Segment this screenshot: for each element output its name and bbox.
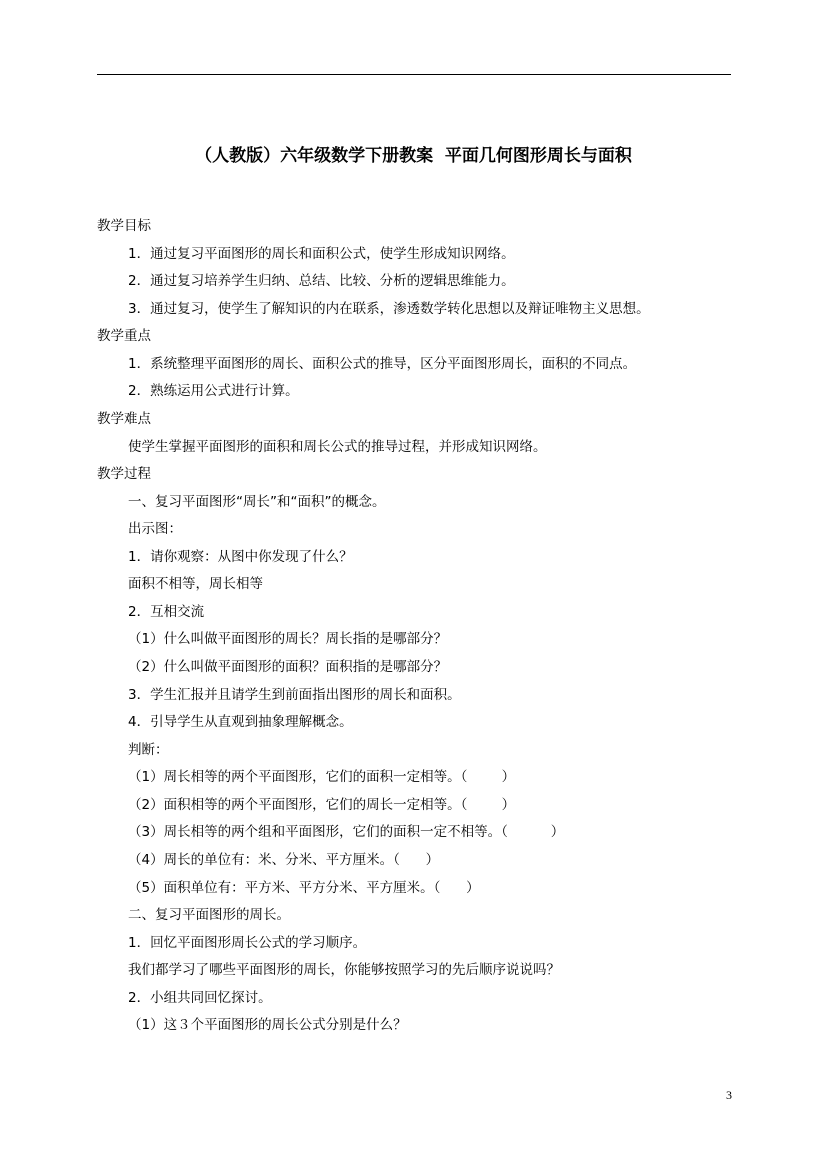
body-line: （1）什么叫做平面图形的周长？周长指的是哪部分？: [128, 631, 448, 647]
page-number: 3: [726, 1088, 732, 1102]
body-line: 面积不相等，周长相等: [128, 576, 263, 592]
body-line: （5）面积单位有：平方米、平方分米、平方厘米。（ ）: [128, 880, 480, 896]
body-line: 出示图：: [128, 521, 182, 537]
body-line: 判断：: [128, 742, 169, 758]
section-heading-key-points: 教学重点: [97, 328, 151, 344]
body-line: （1）周长相等的两个平面图形，它们的面积一定相等。（ ）: [128, 769, 516, 785]
body-line: 1．通过复习平面图形的周长和面积公式，使学生形成知识网络。: [128, 246, 515, 262]
body-line: 4．引导学生从直观到抽象理解概念。: [128, 714, 353, 730]
body-line: 3．通过复习，使学生了解知识的内在联系，渗透数学转化思想以及辩证唯物主义思想。: [128, 301, 650, 317]
body-line: 2．小组共同回忆探讨。: [128, 990, 272, 1006]
body-line: 使学生掌握平面图形的面积和周长公式的推导过程，并形成知识网络。: [128, 439, 547, 455]
section-heading-objectives: 教学目标: [97, 218, 151, 234]
body-line: 1．请你观察：从图中你发现了什么？: [128, 549, 353, 565]
body-line: 一、复习平面图形“周长”和“面积”的概念。: [128, 494, 386, 510]
body-line: 1．系统整理平面图形的周长、面积公式的推导，区分平面图形周长，面积的不同点。: [128, 356, 637, 372]
body-line: 二、复习平面图形的周长。: [128, 907, 290, 923]
body-line: （1）这３个平面图形的周长公式分别是什么？: [128, 1017, 407, 1033]
document-title: （人教版）六年级数学下册教案 平面几何图形周长与面积: [195, 146, 632, 166]
section-heading-difficulties: 教学难点: [97, 411, 151, 427]
body-line: 1．回忆平面图形周长公式的学习顺序。: [128, 935, 367, 951]
body-line: 3．学生汇报并且请学生到前面指出图形的周长和面积。: [128, 687, 461, 703]
body-line: 我们都学习了哪些平面图形的周长，你能够按照学习的先后顺序说说吗？: [128, 962, 560, 978]
body-line: 2．互相交流: [128, 604, 205, 620]
body-line: （2）什么叫做平面图形的面积？面积指的是哪部分？: [128, 659, 448, 675]
body-line: （3）周长相等的两个组和平面图形，它们的面积一定不相等。（ ）: [128, 824, 565, 840]
body-line: （2）面积相等的两个平面图形，它们的周长一定相等。（ ）: [128, 797, 516, 813]
body-line: 2．熟练运用公式进行计算。: [128, 383, 299, 399]
section-heading-process: 教学过程: [97, 466, 151, 482]
body-line: （4）周长的单位有：米、分米、平方厘米。（ ）: [128, 852, 440, 868]
body-line: 2．通过复习培养学生归纳、总结、比较、分析的逻辑思维能力。: [128, 273, 515, 289]
